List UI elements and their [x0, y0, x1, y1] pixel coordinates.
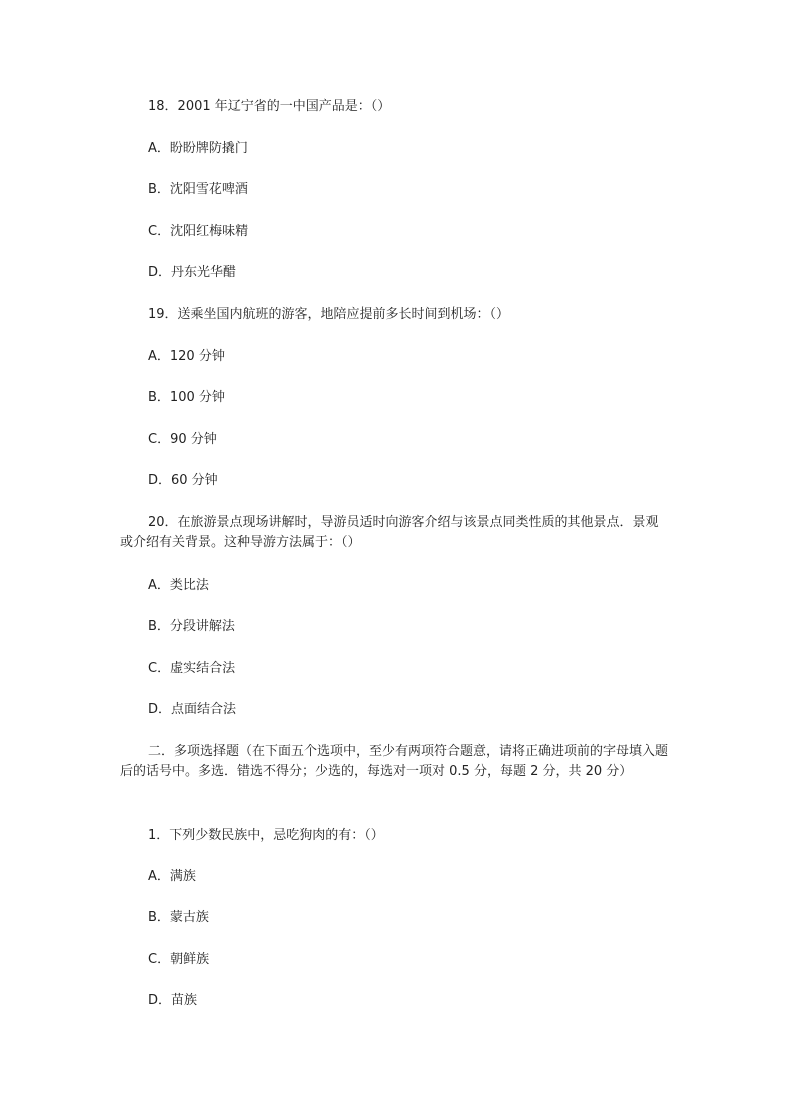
- question-20-option-b: B．分段讲解法: [148, 619, 235, 634]
- section-2-heading: 二．多项选择题（在下面五个选项中，至少有两项符合题意，请将正确进项前的字母填入题后的话号中。多选．错选不得分；少选的，每选对一项对 0.5 分，每题 2 分，共 20 分）: [120, 744, 669, 779]
- question-20-option-c: C．虚实结合法: [148, 661, 236, 676]
- question-19-option-b: B．100 分钟: [148, 390, 225, 405]
- question-20-option-a: A．类比法: [148, 578, 209, 593]
- question-20-stem: 20．在旅游景点现场讲解时，导游员适时向游客介绍与该景点同类性质的其他景点．景观或介绍有关背景。这种导游方法属于：（）: [120, 515, 659, 550]
- question-18-option-b: B．沈阳雪花啤酒: [148, 182, 248, 197]
- multi-question-1-option-d: D．苗族: [148, 993, 198, 1008]
- question-18-stem: 18．2001 年辽宁省的一中国产品是：（）: [148, 99, 391, 114]
- multi-question-1-option-b: B．蒙古族: [148, 910, 209, 925]
- question-20-option-d: D．点面结合法: [148, 702, 237, 717]
- question-19-option-c: C．90 分钟: [148, 432, 217, 447]
- question-19-option-a: A．120 分钟: [148, 349, 225, 364]
- multi-question-1-option-a: A．满族: [148, 869, 196, 884]
- multi-question-1-option-c: C．朝鲜族: [148, 952, 210, 967]
- question-18-option-d: D．丹东光华醋: [148, 265, 237, 280]
- question-18-option-a: A．盼盼牌防撬门: [148, 141, 248, 156]
- question-18-option-c: C．沈阳红梅味精: [148, 224, 249, 239]
- question-19-option-d: D．60 分钟: [148, 473, 218, 488]
- multi-question-1-stem: 1．下列少数民族中，忌吃狗肉的有：（）: [148, 828, 384, 843]
- question-19-stem: 19．送乘坐国内航班的游客，地陪应提前多长时间到机场：（）: [148, 307, 510, 322]
